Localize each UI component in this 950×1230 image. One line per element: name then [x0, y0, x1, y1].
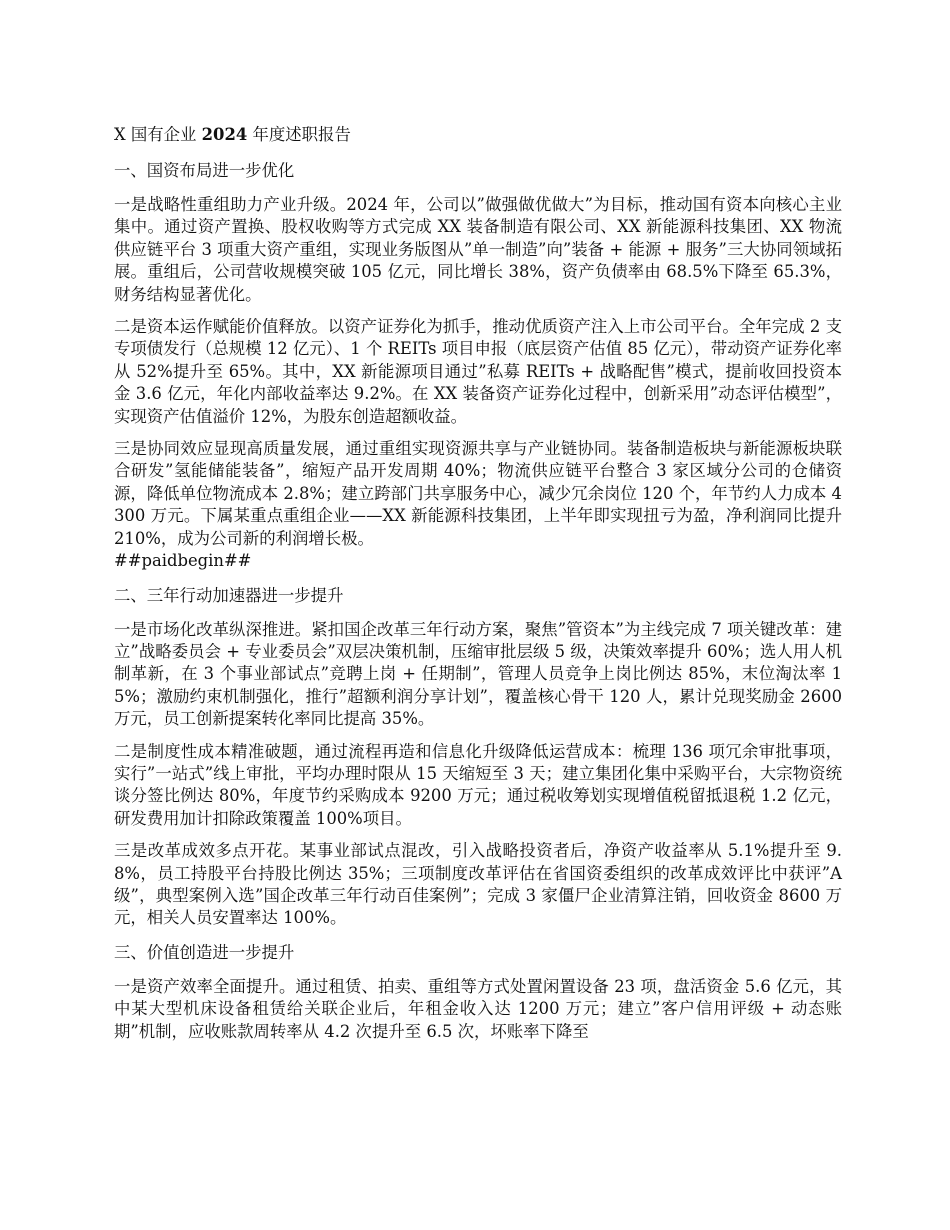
- section-2-paragraph-2: 二是制度性成本精准破题，通过流程再造和信息化升级降低运营成本：梳理 136 项冗余审批事项，实行”一站式”线上审批，平均办理时限从 15 天缩短至 3 天；建立集团化集中采购平台，大宗物资统谈分签比例达 80%，年度节约采购成本 9200 万元；通过税收筹划实现增值税留抵退税 1.2 亿元，研发费用加计扣除政策覆盖 100%项目。: [114, 741, 842, 828]
- paid-begin-marker: ##paidbegin##: [114, 551, 252, 571]
- section-2-heading: 二、三年行动加速器进一步提升: [114, 585, 344, 605]
- section-3-paragraph-1: 一是资产效率全面提升。通过租赁、拍卖、重组等方式处置闲置设备 23 项，盘活资金 5.6 亿元，其中某大型机床设备租赁给关联企业后，年租金收入达 1200 万元；建立”客户信用评级 + 动态账期”机制，应收账款周转率从 4.2 次提升至 6.5 次，坏账率下降至: [114, 976, 842, 1041]
- title-prefix: X 国有企业: [114, 125, 202, 144]
- section-1-heading: 一、国资布局进一步优化: [114, 161, 295, 180]
- section-1-paragraph-1: 一是战略性重组助力产业升级。2024 年，公司以”做强做优做大”为目标，推动国有资本向核心主业集中。通过资产置换、股权收购等方式完成 XX 装备制造有限公司、XX 新能源科技集团、XX 物流供应链平台 3 项重大资产重组，实现业务版图从”单一制造”向”装备 + 能源 + 服务”三大协同领域拓展。重组后，公司营收规模突破 105 亿元，同比增长 38%，资产负债率由 68.5%下降至 65.3%，财务结构显著优化。: [114, 195, 842, 304]
- section-1-paragraph-2: 二是资本运作赋能价值释放。以资产证券化为抓手，推动优质资产注入上市公司平台。全年完成 2 支专项债发行（总规模 12 亿元）、1 个 REITs 项目申报（底层资产估值 85 亿元），带动资产证券化率从 52%提升至 65%。其中，XX 新能源项目通过”私募 REITs + 战略配售”模式，提前收回投资本金 3.6 亿元，年化内部收益率达 9.2%。在 XX 装备资产证券化过程中，创新采用”动态评估模型”，实现资产估值溢价 12%，为股东创造超额收益。: [114, 317, 842, 426]
- report-title: [114, 122, 842, 148]
- section-2-paragraph-1: 一是市场化改革纵深推进。紧扣国企改革三年行动方案，聚焦”管资本”为主线完成 7 项关键改革：建立”战略委员会 + 专业委员会”双层决策机制，压缩审批层级 5 级，决策效率提升 60%；选人用人机制革新，在 3 个事业部试点”竞聘上岗 + 任期制”，管理人员竞争上岗比例达 85%，末位淘汰率 15%；激励约束机制强化，推行”超额利润分享计划”，覆盖核心骨干 120 人，累计兑现奖励金 2600 万元，员工创新提案转化率同比提高 35%。: [114, 619, 842, 729]
- title-suffix: 年度述职报告: [247, 125, 351, 144]
- report-page: [114, 122, 842, 1053]
- section-3-heading: 三、价值创造进一步提升: [114, 942, 295, 962]
- title-year: 2024: [201, 125, 248, 144]
- section-1-paragraph-3: 三是协同效应显现高质量发展，通过重组实现资源共享与产业链协同。装备制造板块与新能源板块联合研发”氢能储能装备”，缩短产品开发周期 40%；物流供应链平台整合 3 家区域分公司的仓储资源，降低单位物流成本 2.8%；建立跨部门共享服务中心，减少冗余岗位 120 个，年节约人力成本 4300 万元。下属某重点重组企业——XX 新能源科技集团，上半年即实现扭亏为盈，净利润同比提升 210%，成为公司新的利润增长极。: [114, 439, 842, 548]
- section-2-paragraph-3: 三是改革成效多点开花。某事业部试点混改，引入战略投资者后，净资产收益率从 5.1%提升至 9.8%，员工持股平台持股比例达 35%；三项制度改革评估在省国资委组织的改革成效评比中获评”A 级”，典型案例入选”国企改革三年行动百佳案例”；完成 3 家僵尸企业清算注销，回收资金 8600 万元，相关人员安置率达 100%。: [114, 841, 842, 928]
